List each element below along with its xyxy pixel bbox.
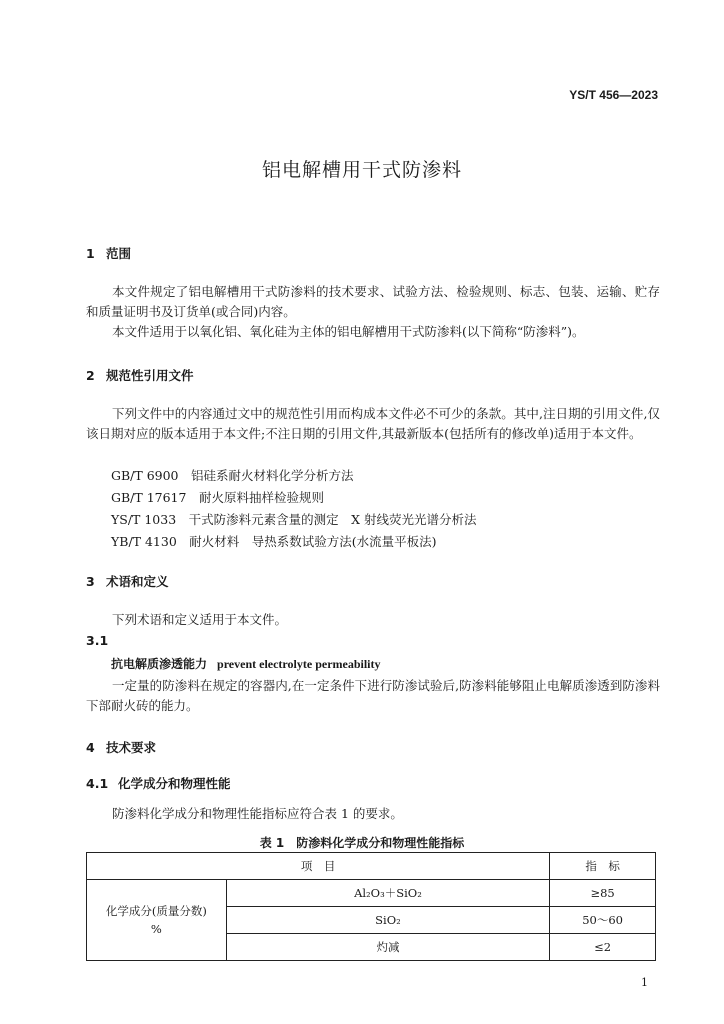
scope-paragraph-2: 本文件适用于以氧化铝、氧化硅为主体的铝电解槽用干式防渗料(以下简称“防渗料”)。 xyxy=(112,324,585,339)
group-unit: % xyxy=(150,922,162,936)
section-2-heading xyxy=(86,366,194,384)
subsection-title: 化学成分和物理性能 xyxy=(118,776,231,791)
table-caption-text: 防渗料化学成分和物理性能指标 xyxy=(296,836,465,850)
table-caption xyxy=(0,834,724,851)
section-number: 1 xyxy=(86,246,95,261)
section-1-heading xyxy=(86,244,131,262)
requirements-paragraph: 防渗料化学成分和物理性能指标应符合表 1 的要求。 xyxy=(112,806,403,821)
scope-paragraph-1: 本文件规定了铝电解槽用干式防渗料的技术要求、试验方法、检验规则、标志、包装、运输、贮存和质量证明书及订货单(或合同)内容。 xyxy=(86,284,660,319)
table-header-row xyxy=(87,853,656,880)
table-number: 表 1 xyxy=(259,836,285,850)
term-entry xyxy=(111,655,381,672)
terms-paragraph: 下列术语和定义适用于本文件。 xyxy=(112,612,288,627)
section-4-heading xyxy=(86,738,156,756)
section-number: 4 xyxy=(86,740,95,755)
specification-table xyxy=(86,852,656,961)
group-label: 化学成分(质量分数) xyxy=(105,904,207,918)
document-title: 铝电解槽用干式防渗料 xyxy=(261,159,462,181)
normative-references-paragraph: 下列文件中的内容通过文中的规范性引用而构成本文件必不可少的条款。其中,注日期的引用文件,仅该日期对应的版本适用于本文件;不注日期的引用文件,其最新版本(包括所有的修改单)适用于本文件。 xyxy=(86,406,660,441)
item-cell: SiO₂ xyxy=(226,907,549,934)
subsection-3-1-number: 3.1 xyxy=(86,633,109,648)
standard-code: YS/T 456—2023 xyxy=(569,88,658,102)
page-number: 1 xyxy=(641,976,648,989)
reference-item: GB/T 6900 铝硅系耐火材料化学分析方法 xyxy=(111,468,354,483)
value-cell: ≥85 xyxy=(550,880,656,907)
subsection-number: 4.1 xyxy=(86,776,109,791)
section-3-heading xyxy=(86,572,169,590)
subsection-4-1-heading xyxy=(86,774,231,792)
term-definition: 一定量的防渗料在规定的容器内,在一定条件下进行防渗试验后,防渗料能够阻止电解质渗透到防渗料下部耐火砖的能力。 xyxy=(86,678,660,713)
term-chinese: 抗电解质渗透能力 xyxy=(111,657,208,671)
item-cell: 灼减 xyxy=(226,934,549,961)
item-cell: Al₂O₃＋SiO₂ xyxy=(226,880,549,907)
value-cell: ≤2 xyxy=(550,934,656,961)
group-label-cell xyxy=(87,880,227,961)
term-english: prevent electrolyte permeability xyxy=(217,657,381,671)
section-title: 范围 xyxy=(106,246,132,261)
section-title: 规范性引用文件 xyxy=(106,368,194,383)
reference-item: YB/T 4130 耐火材料 导热系数试验方法(水流量平板法) xyxy=(111,534,437,549)
section-number: 2 xyxy=(86,368,95,383)
header-item-cell: 项 目 xyxy=(87,853,550,880)
section-title: 术语和定义 xyxy=(106,574,169,589)
header-value-cell: 指 标 xyxy=(550,853,656,880)
reference-item: GB/T 17617 耐火原料抽样检验规则 xyxy=(111,490,324,505)
reference-item: YS/T 1033 干式防渗料元素含量的测定 X 射线荧光光谱分析法 xyxy=(111,512,477,527)
table-row xyxy=(87,880,656,907)
section-title: 技术要求 xyxy=(106,740,157,755)
section-number: 3 xyxy=(86,574,95,589)
value-cell: 50～60 xyxy=(550,907,656,934)
